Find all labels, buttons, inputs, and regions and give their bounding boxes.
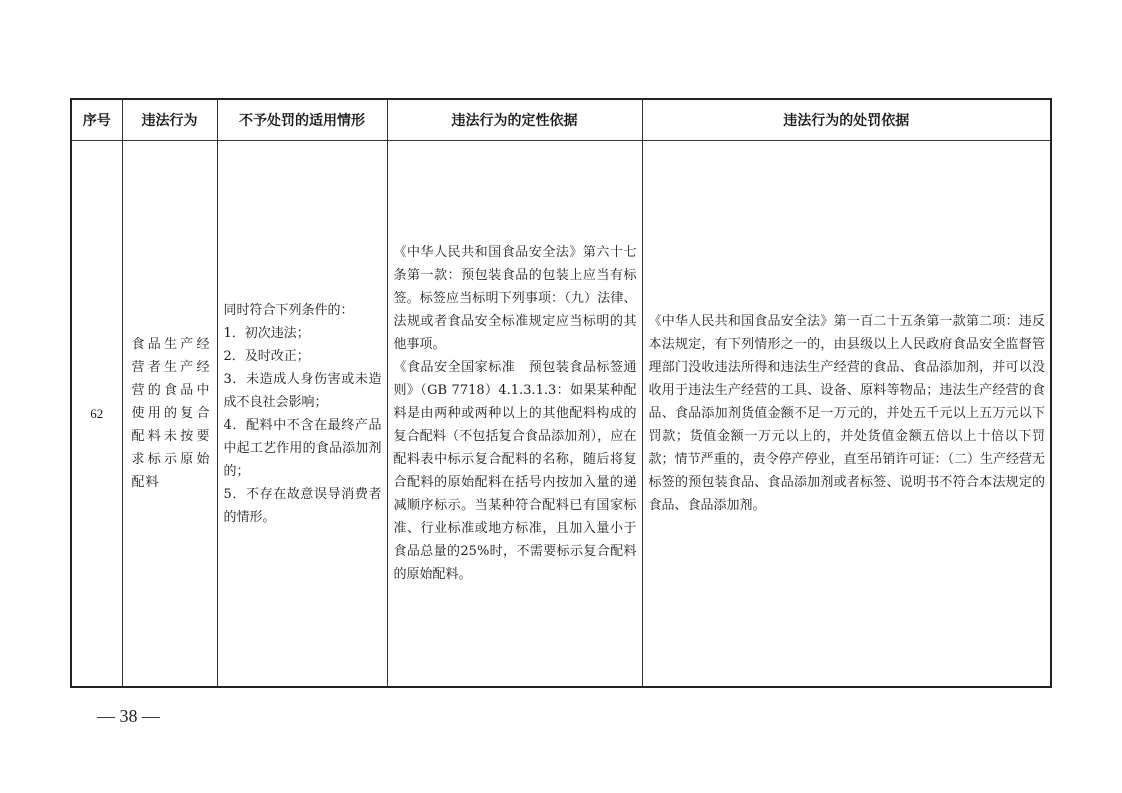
row-legal-basis (387, 141, 642, 688)
condition-item-4: 4．配料中不含在最终产品中起工艺作用的食品添加剂的； (223, 417, 382, 479)
table-header-row (71, 99, 1051, 141)
row-penalty-basis: 《中华人民共和国食品安全法》第一百二十五条第一款第二项：违反本法规定，有下列情形之一的，由县级以上人民政府食品安全监督管理部门没收违法所得和违法生产经营的食品、食品添加剂，并可以没收用于违法生产经营的工具、设备、原料等物品；违法生产经营的食品、食品添加剂货值金额不足一万元的，并处五千元以上五万元以下罚款；货值金额一万元以上的，并处货值金额五倍以上十倍以下罚款；情节严重的，责令停产停业，直至吊销许可证：（二）生产经营无标签的预包装食品、食品添加剂或者标签、说明书不符合本法规定的食品、食品添加剂。 (642, 141, 1051, 688)
header-legal-basis: 违法行为的定性依据 (387, 99, 642, 141)
row-serial-number: 62 (71, 141, 122, 688)
regulation-table (70, 98, 1052, 688)
header-penalty-basis: 违法行为的处罚依据 (642, 99, 1051, 141)
header-exemption-conditions: 不予处罚的适用情形 (217, 99, 387, 141)
header-violation: 违法行为 (122, 99, 217, 141)
basis-food-safety-law: 《中华人民共和国食品安全法》第六十七条第一款：预包装食品的包装上应当有标签。标签应当标明下列事项：（九）法律、法规或者食品安全标准规定应当标明的其他事项。 (393, 245, 637, 352)
condition-item-3: 3．未造成人身伤害或未造成不良社会影响； (223, 371, 382, 410)
condition-intro: 同时符合下列条件的： (223, 302, 354, 318)
condition-item-5: 5．不存在故意误导消费者的情形。 (223, 486, 382, 525)
condition-item-2: 2．及时改正； (223, 348, 310, 364)
row-violation: 食品生产经营者生产经营的食品中使用的复合配料未按要求标示原始配料 (122, 141, 217, 688)
page-number: — 38 — (97, 706, 160, 726)
table-row (71, 141, 1051, 688)
header-serial-number: 序号 (71, 99, 122, 141)
condition-item-1: 1．初次违法； (223, 325, 310, 341)
basis-labeling-standard: 《食品安全国家标准 预包装食品标签通则》（GB 7718）4.1.3.1.3：如果某种配料是由两种或两种以上的其他配料构成的复合配料（不包括复合食品添加剂），应在配料表中标示复合配料的名称，随后将复合配料的原始配料在括号内按加入量的递减顺序标示。当某种符合配料已有国家标准、行业标准或地方标准，且加入量小于食品总量的25%时，不需要标示复合配料的原始配料。 (393, 360, 637, 582)
row-exemption-conditions (217, 141, 387, 688)
